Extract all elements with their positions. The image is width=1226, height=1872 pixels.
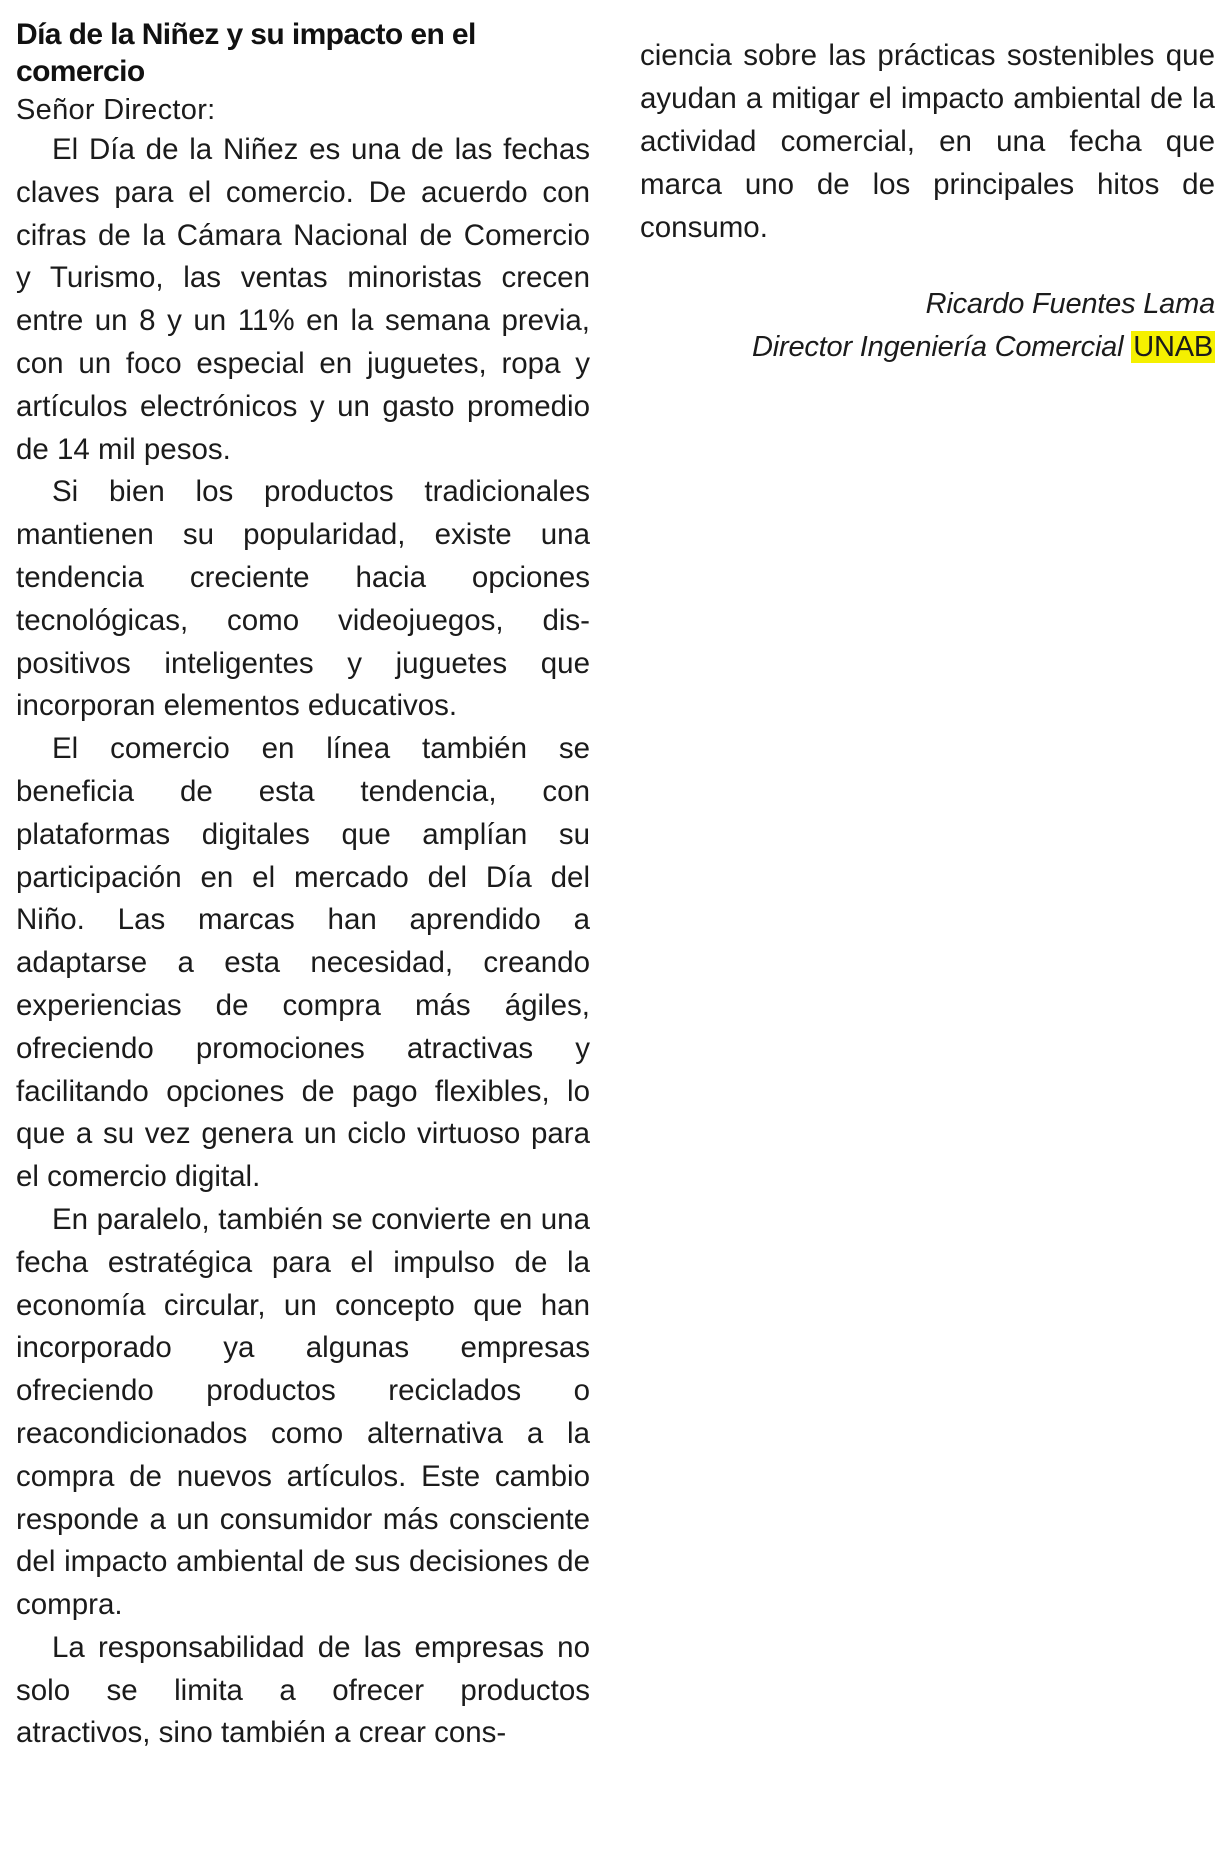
letter-right-column xyxy=(640,34,1215,414)
signature-position: Director Ingeniería Comercial xyxy=(752,331,1124,363)
letter-paragraph-4: En paralelo, también se convierte en una fecha estratégica para el impulso de la economía circular, un concepto que han incorporado ya algunas empresas ofreciendo productos reciclados o reacondicionados como alternativa a la compra de nuevos artículos. Este cambio responde a un consumidor más consciente del impacto ambiental de sus decisiones de compra. xyxy=(16,1202,590,1622)
signature-position-line xyxy=(640,326,1215,369)
letter-title: Día de la Niñez y su impacto en el comercio xyxy=(16,18,476,88)
letter-paragraph-5-start: La responsabilidad de las empresas no solo se limita a ofrecer productos atractivos, sino también a crear cons- xyxy=(16,1630,590,1750)
letter-paragraph-2: Si bien los productos tradicionales mantienen su popularidad, existe una tendencia creciente hacia opciones tecnológicas, como videojuegos, dispositivos inteligentes y juguetes que incorporan elementos educativos. xyxy=(16,475,590,723)
letter-left-column xyxy=(16,16,590,1816)
signature-name: Ricardo Fuentes Lama xyxy=(925,288,1215,320)
letter-paragraph-5-end: ciencia sobre las prácticas sostenibles que ayudan a mitigar el impacto ambiental de la actividad comercial, en una fecha que marca uno de los principales hitos de consumo. xyxy=(640,39,1215,244)
letter-paragraph-1: El Día de la Niñez es una de las fechas claves para el comercio. De acuerdo con cifras de la Cámara Nacional de Comercio y Turismo, las ventas minoristas crecen entre un 8 y un 11% en la semana previa, con un foco especial en juguetes, ropa y artículos electrónicos y un gasto promedio de 14 mil pesos. xyxy=(16,133,590,466)
letter-paragraph-3: El comercio en línea también se beneficia de esta tendencia, con plataformas digitales que amplían su participación en el mercado del Día del Niño. Las marcas han aprendido a adaptarse a esta necesidad, creando experiencias de compra más ágiles, ofreciendo promociones atractivas y facilitando opciones de pago flexibles, lo que a su vez genera un ciclo virtuoso para el comercio digital. xyxy=(16,732,590,1194)
letter-signature xyxy=(640,283,1215,369)
signature-institution-highlight: UNAB xyxy=(1133,331,1213,363)
letter-salutation: Señor Director: xyxy=(16,94,216,126)
